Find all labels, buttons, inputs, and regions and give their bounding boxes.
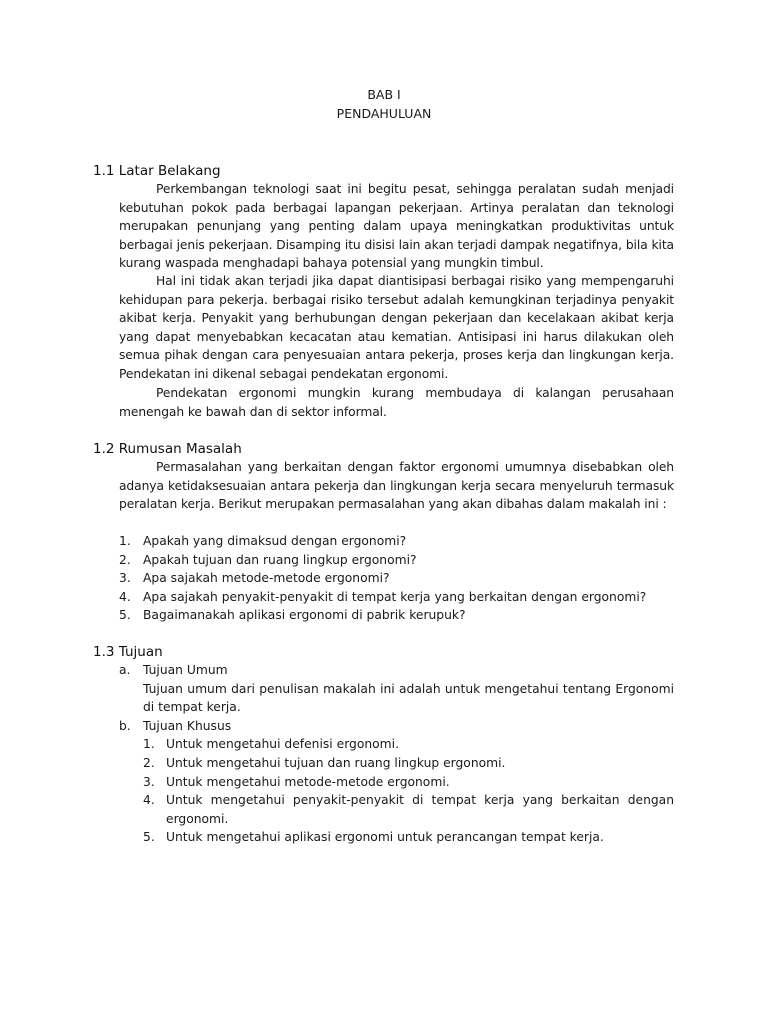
tujuan-khusus-label: Tujuan Khusus <box>143 718 232 733</box>
list-item-text: Untuk mengetahui defenisi ergonomi. <box>166 737 399 752</box>
list-item <box>119 606 674 625</box>
list-item-number: 4. <box>119 589 131 604</box>
chapter-number: BAB I <box>367 87 401 102</box>
list-item-number: 5. <box>119 608 131 623</box>
section-heading-tujuan: 1.3 Tujuan <box>93 644 163 660</box>
list-item-text: Untuk mengetahui penyakit-penyakit di tempat kerja yang berkaitan dengan ergonomi. <box>166 793 674 826</box>
paragraph-latar-1: Perkembangan teknologi saat ini begitu pesat, sehingga peralatan sudah menjadi kebutuhan pokok pada berbagai lapangan pekerjaan. Artinya peralatan dan teknologi merupakan penunjang yang penting dalam upaya meningkatkan produktivitas untuk berbagai jenis pekerjaan. Disamping itu disisi lain akan terjadi dampak negatifnya, bila kita kurang waspada menghadapi bahaya potensial yang mungkin timbul. <box>119 182 674 271</box>
list-item <box>143 773 674 792</box>
list-item-number: 5. <box>143 830 155 845</box>
list-item-number: 3. <box>143 774 155 789</box>
list-item-text: Apa sajakah metode-metode ergonomi? <box>143 571 390 586</box>
chapter-title: PENDAHULUAN <box>336 106 432 121</box>
paragraph-latar-2: Hal ini tidak akan terjadi jika dapat diantisipasi berbagai risiko yang mempengaruhi kehidupan para pekerja. berbagai risiko tersebut adalah kemungkinan terjadinya penyakit akibat kerja. Penyakit yang berhubungan dengan pekerjaan dan kecelakaan akibat kerja yang dapat menyebabkan kecacatan atau kematian. Antisipasi ini harus dilakukan oleh semua pihak dengan cara penyesuaian antara pekerja, proses kerja dan lingkungan kerja. Pendekatan ini dikenal sebagai pendekatan ergonomi. <box>119 274 674 381</box>
list-item-text: Untuk mengetahui aplikasi ergonomi untuk perancangan tempat kerja. <box>166 830 604 845</box>
list-item-number: 2. <box>143 755 155 770</box>
section-heading-latar-belakang: 1.1 Latar Belakang <box>93 163 221 179</box>
list-item-number: 2. <box>119 552 131 567</box>
tujuan-khusus-list <box>119 735 674 847</box>
list-item <box>119 532 674 551</box>
list-item <box>143 735 674 754</box>
tujuan-umum-text: Tujuan umum dari penulisan makalah ini adalah untuk mengetahui tentang Ergonomi di tempat kerja. <box>143 681 674 715</box>
list-item-letter: b. <box>119 718 131 733</box>
rumusan-question-list <box>119 532 674 625</box>
list-item-number: 1. <box>119 534 131 548</box>
list-item-tujuan-khusus <box>119 717 674 847</box>
list-item-number: 3. <box>119 571 131 586</box>
list-item <box>119 588 674 607</box>
list-item <box>119 569 674 588</box>
list-item-tujuan-umum <box>119 661 674 717</box>
list-item <box>143 754 674 773</box>
tujuan-list <box>119 661 674 847</box>
section-heading-rumusan-masalah: 1.2 Rumusan Masalah <box>93 441 242 457</box>
list-item-text: Untuk mengetahui tujuan dan ruang lingkup ergonomi. <box>166 755 506 770</box>
list-item-text: Apakah yang dimaksud dengan ergonomi? <box>143 534 407 548</box>
list-item <box>143 828 674 847</box>
paragraph-latar-3: Pendekatan ergonomi mungkin kurang membudaya di kalangan perusahaan menengah ke bawah dan di sektor informal. <box>119 386 674 419</box>
tujuan-umum-label: Tujuan Umum <box>143 663 228 677</box>
list-item <box>143 791 674 828</box>
list-item-number: 1. <box>143 737 155 752</box>
list-item-text: Apakah tujuan dan ruang lingkup ergonomi? <box>143 552 417 567</box>
list-item-number: 4. <box>143 793 155 808</box>
list-item <box>119 551 674 570</box>
list-item-letter: a. <box>119 663 131 677</box>
list-item-text: Untuk mengetahui metode-metode ergonomi. <box>166 774 450 789</box>
paragraph-rumusan: Permasalahan yang berkaitan dengan faktor ergonomi umumnya disebabkan oleh adanya ketidaksesuaian antara pekerja dan lingkungan kerja secara menyeluruh termasuk peralatan kerja. Berikut merupakan permasalahan yang akan dibahas dalam makalah ini : <box>119 460 674 512</box>
list-item-text: Bagaimanakah aplikasi ergonomi di pabrik kerupuk? <box>143 608 466 623</box>
list-item-text: Apa sajakah penyakit-penyakit di tempat kerja yang berkaitan dengan ergonomi? <box>143 589 647 604</box>
